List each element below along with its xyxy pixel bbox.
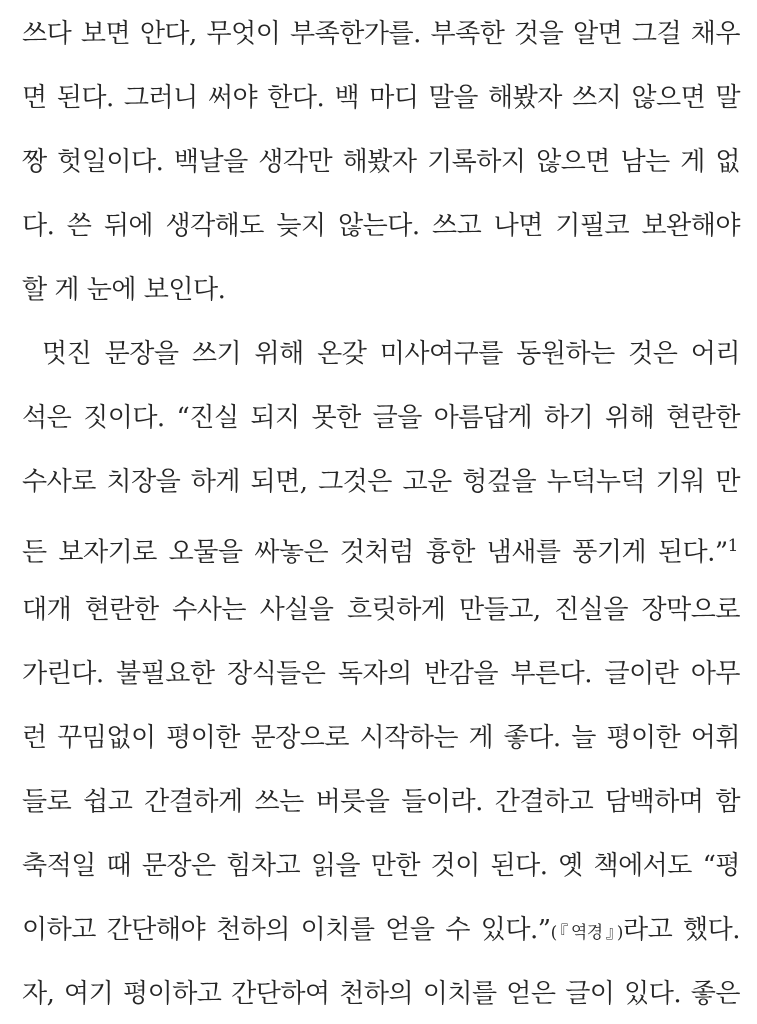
text-line: 자, 여기 평이하고 간단하여 천하의 이치를 얻은 글이 있다. 좋은	[22, 979, 740, 1009]
text-line: 가린다. 불필요한 장식들은 독자의 반감을 부른다. 글이란 아무	[22, 659, 740, 689]
paragraph-first-line: 멋진 문장을 쓰기 위해 온갖 미사여구를 동원하는 것은 어리	[42, 339, 740, 369]
text-line: 할 게 눈에 보인다.	[22, 275, 226, 305]
text-line: 축적일 때 문장은 힘차고 읽을 만한 것이 된다. 옛 책에서도 “평	[22, 851, 740, 881]
text-line: 대개 현란한 수사는 사실을 흐릿하게 만들고, 진실을 장막으로	[22, 595, 740, 625]
citation-line-start: 이하고 간단해야 천하의 이치를 얻을 수 있다.”	[22, 915, 551, 945]
text-line: 쓰다 보면 안다, 무엇이 부족한가를. 부족한 것을 알면 그걸 채우	[22, 19, 740, 49]
text-line: 면 된다. 그러니 써야 한다. 백 마디 말을 해봤자 쓰지 않으면 말	[22, 83, 740, 113]
text-line: 다. 쓴 뒤에 생각해도 늦지 않는다. 쓰고 나면 기필코 보완해야	[22, 211, 740, 241]
text-line: 수사로 치장을 하게 되면, 그것은 고운 헝겊을 누덕누덕 기워 만	[22, 467, 740, 497]
text-line: 짱 헛일이다. 백날을 생각만 해봤자 기록하지 않으면 남는 게 없	[22, 147, 740, 177]
text-line	[22, 902, 740, 958]
book-citation: (『역경』)	[550, 923, 623, 943]
footnote-mark: 1	[727, 536, 738, 556]
text-line: 들로 쉽고 간결하게 쓰는 버릇을 들이라. 간결하고 담백하며 함	[22, 787, 740, 817]
text-line: 런 꾸밈없이 평이한 문장으로 시작하는 게 좋다. 늘 평이한 어휘	[22, 723, 740, 753]
text-line	[22, 518, 738, 574]
citation-line-end: 라고 했다.	[622, 915, 741, 945]
quote-end-text: 든 보자기로 오물을 싸놓은 것처럼 흉한 냄새를 풍기게 된다.”	[22, 537, 728, 568]
text-line: 석은 짓이다. “진실 되지 못한 글을 아름답게 하기 위해 현란한	[22, 403, 740, 433]
